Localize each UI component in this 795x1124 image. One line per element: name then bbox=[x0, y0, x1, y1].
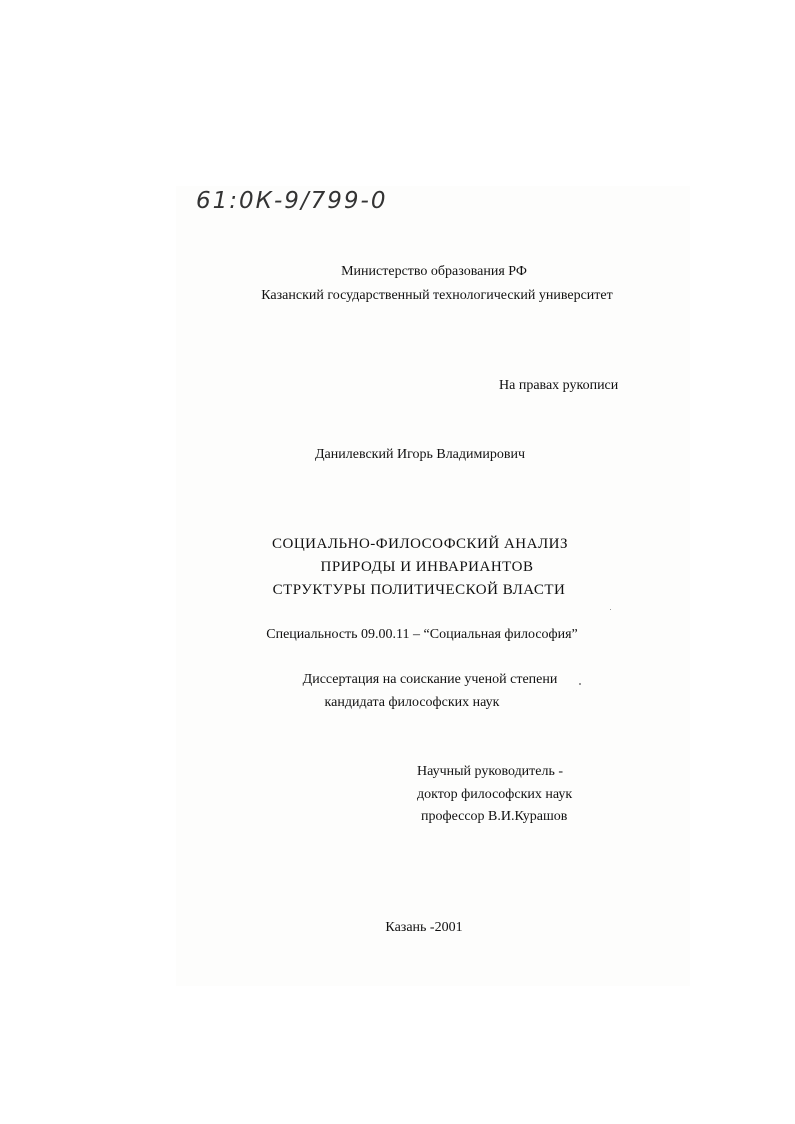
manuscript-note: На правах рукописи bbox=[499, 378, 619, 393]
scan-speck bbox=[610, 609, 611, 610]
dissertation-line-2: кандидата философских наук bbox=[324, 695, 500, 710]
supervisor-line-3: профессор В.И.Курашов bbox=[421, 809, 568, 824]
supervisor-line-1: Научный руководитель - bbox=[417, 764, 564, 779]
place-year: Казань -2001 bbox=[385, 920, 463, 935]
supervisor-line-2: доктор философских наук bbox=[417, 787, 573, 802]
ministry-line: Министерство образования РФ bbox=[341, 264, 527, 279]
university-line: Казанский государственный технологический университет bbox=[261, 288, 613, 303]
archive-code-handwritten: 61:0К-9/799-0 bbox=[196, 188, 388, 214]
dissertation-line-1: Диссертация на соискание ученой степени bbox=[302, 672, 558, 687]
author-name: Данилевский Игорь Владимирович bbox=[314, 447, 526, 462]
title-line-3: СТРУКТУРЫ ПОЛИТИЧЕСКОЙ ВЛАСТИ bbox=[272, 582, 566, 598]
title-line-1: СОЦИАЛЬНО-ФИЛОСОФСКИЙ АНАЛИЗ bbox=[272, 536, 568, 552]
specialty-line: Специальность 09.00.11 – “Социальная философия” bbox=[266, 627, 578, 642]
scan-speck bbox=[579, 683, 581, 685]
title-line-2: ПРИРОДЫ И ИНВАРИАНТОВ bbox=[320, 559, 534, 575]
